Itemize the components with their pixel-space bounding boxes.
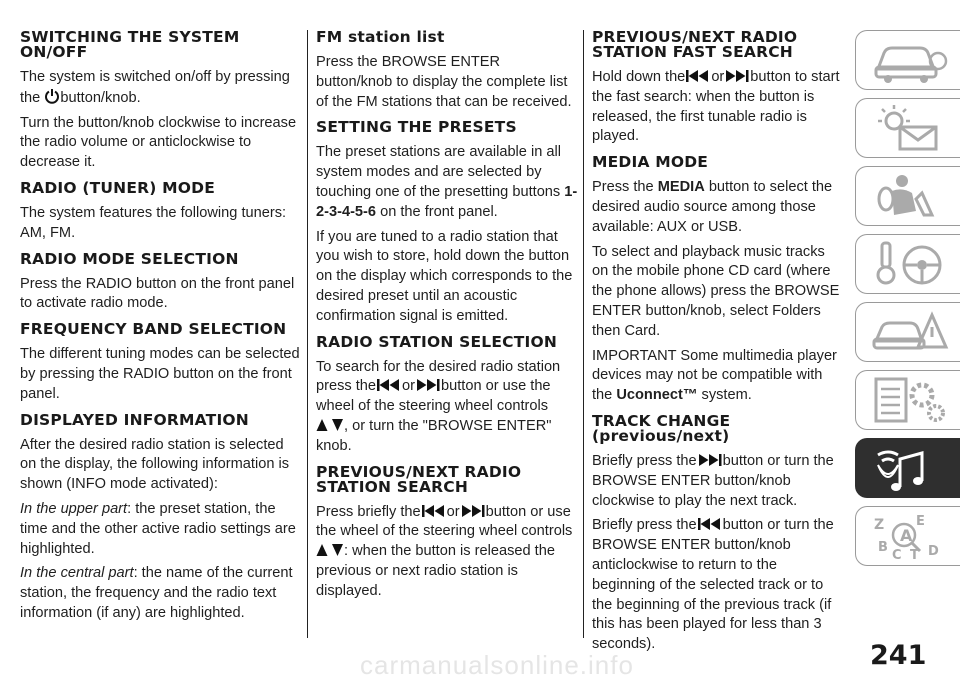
section-track-change [592,411,842,655]
paragraph: After the desired radio station is selected on the display, the following information is shown (INFO mode activated): [20,436,290,493]
svg-text:B: B [878,540,888,555]
svg-text:D: D [928,544,939,559]
up-down-arrows-icon [316,543,344,557]
heading-station-search: PREVIOUS/NEXT RADIO STATION SEARCH [316,462,522,496]
paragraph: Press briefly the or button or use the wheel of the steering wheel controls : when the button is released the previous or next radio station is displayed. [316,503,573,599]
paragraph: To search for the desired radio station press the or button or use the wheel of the steering wheel controls , or turn the "BROWSE ENTER" knob. [316,358,561,454]
heading-frequency-band: FREQUENCY BAND SELECTION [20,320,287,339]
tab-emergency[interactable] [855,302,960,362]
svg-text:E: E [916,514,925,529]
column-right [592,30,842,663]
section-radio-mode-selection [20,249,300,315]
paragraph: Turn the button/knob clockwise to increase the radio volume or anticlockwise to decrease it. [20,114,297,171]
paragraph: Hold down the or button to start the fast search: when the button is released, the first tunable radio is played. [592,69,840,145]
svg-text:A: A [900,526,913,545]
paragraph: The system features the following tuners: AM, FM. [20,204,287,241]
paragraph: The preset stations are available in all system modes and are selected by touching one of the presetting buttons 1-2-3-4-5-6 on the front panel. [316,144,578,220]
svg-text:C: C [892,548,902,561]
heading-fast-search: PREVIOUS/NEXT RADIO STATION FAST SEARCH [592,28,798,61]
paragraph: To select and playback music tracks on the mobile phone CD card (where the phone allows) press the BROWSE ENTER button/knob, select Folders then Card. [592,243,840,339]
tab-index[interactable] [855,506,960,566]
heading-track-change: TRACK CHANGE (previous/next) [592,411,731,445]
section-switching-on-off [20,30,300,173]
section-displayed-information [20,410,300,624]
tab-airbag-safety[interactable] [855,166,960,226]
tab-multimedia[interactable] [855,438,960,498]
paragraph: The system is switched on/off by pressing the button/knob. [20,69,290,106]
power-icon [44,88,60,104]
column-divider [307,30,308,638]
tab-car-dashboard[interactable] [855,30,960,90]
next-icon [415,378,441,392]
svg-text:Z: Z [874,517,885,533]
next-icon [724,69,750,83]
previous-icon [697,517,723,531]
previous-icon [685,69,711,83]
heading-fm-station-list: FM station list [316,28,445,46]
section-media-mode [592,155,842,406]
paragraph: Press the BROWSE ENTER button/knob to display the complete list of the FM stations that can be received. [316,54,572,110]
heading-switching-system: SWITCHING THE SYSTEM ON/OFF [20,28,240,61]
section-setting-presets [316,120,580,326]
column-left [20,30,300,632]
paragraph: If you are tuned to a radio station that you wish to store, hold down the button on the display which corresponds to the desired preset until an acoustic confirmation signal is emitted. [316,228,573,324]
tab-warning-lights[interactable] [855,98,960,158]
paragraph: Briefly press the button or turn the BROWSE ENTER button/knob anticlockwise to return to the beginning of the selected track or to the beginning of the previous track (if this has been played for less than 3 seconds). [592,517,834,653]
page-number: 241 [870,640,927,671]
section-station-search [316,462,580,602]
previous-icon [376,378,402,392]
section-radio-station-selection [316,332,580,457]
heading-radio-mode-selection: RADIO MODE SELECTION [20,249,239,268]
section-fm-station-list [316,30,580,112]
previous-icon [421,504,447,518]
heading-displayed-information: DISPLAYED INFORMATION [20,410,249,429]
next-icon [460,504,486,518]
watermark: carmanualsonline.info [360,650,634,680]
heading-setting-presets: SETTING THE PRESETS [316,118,517,137]
column-divider [583,30,584,638]
paragraph: Briefly press the button or turn the BROWSE ENTER button/knob clockwise to play the next track. [592,452,834,509]
paragraph: Press the MEDIA button to select the desired audio source among those available: AUX or USB. [592,179,833,235]
section-fast-search [592,30,842,147]
paragraph: In the central part: the name of the current station, the frequency and the radio text information (if any) are highlighted. [20,565,293,621]
column-middle [316,30,580,610]
heading-media-mode: MEDIA MODE [592,153,709,172]
heading-radio-station-selection: RADIO STATION SELECTION [316,332,558,351]
paragraph: In the upper part: the preset station, the time and the other active radio settings are highlighted. [20,500,296,557]
tab-key-steering[interactable] [855,234,960,294]
up-down-arrows-icon [316,418,344,432]
svg-text:T: T [910,548,919,561]
paragraph: IMPORTANT Some multimedia player devices may not be compatible with the Uconnect™ system. [592,347,837,404]
tab-maintenance[interactable] [855,370,960,430]
heading-radio-tuner-mode: RADIO (TUNER) MODE [20,178,216,197]
paragraph: The different tuning modes can be selected by pressing the RADIO button on the front panel. [20,346,300,402]
paragraph: Press the RADIO button on the front panel to activate radio mode. [20,275,295,312]
next-icon [697,453,723,467]
section-radio-tuner [20,178,300,244]
section-frequency-band [20,322,300,404]
